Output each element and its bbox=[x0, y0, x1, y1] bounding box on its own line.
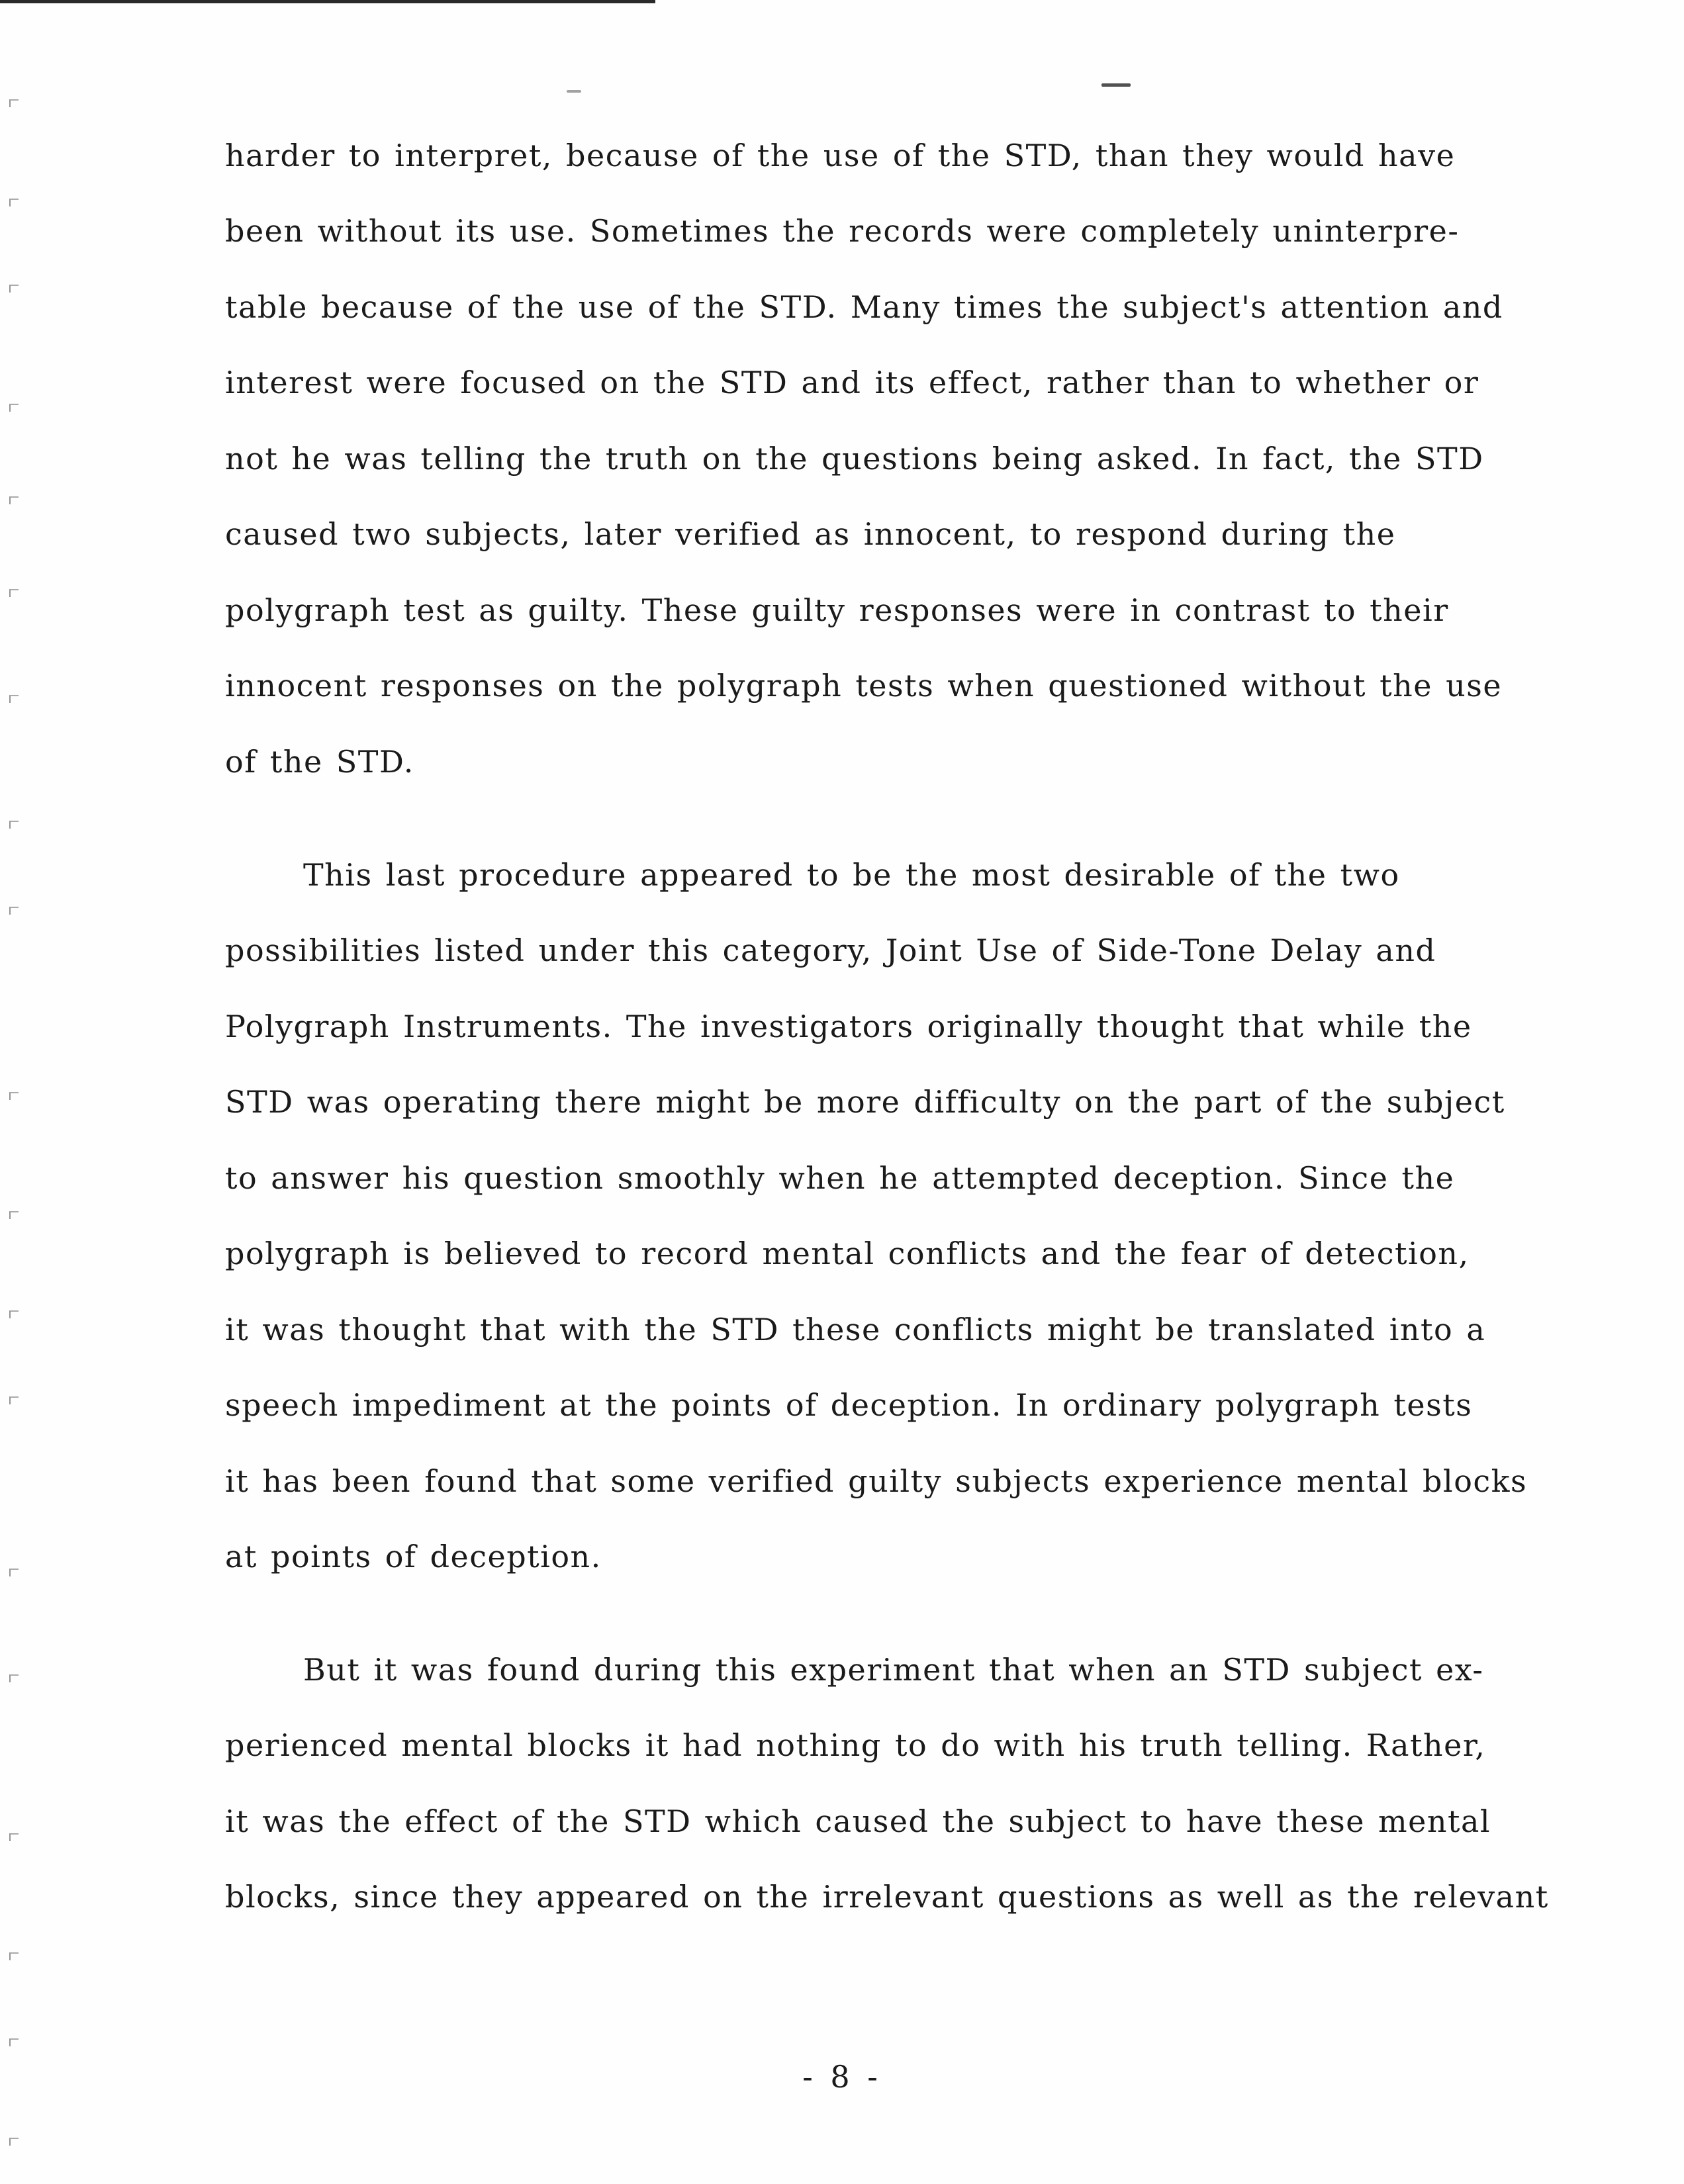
edge-mark bbox=[9, 1569, 19, 1576]
text-line: blocks, since they appeared on the irrelevant questions as well as the relevant bbox=[225, 1879, 1549, 1915]
text-line: polygraph test as guilty. These guilty responses were in contrast to their bbox=[225, 592, 1449, 628]
text-line: polygraph is believed to record mental conflicts and the fear of detection, bbox=[225, 1236, 1470, 1271]
text-line: of the STD. bbox=[225, 744, 414, 780]
edge-mark bbox=[9, 695, 19, 703]
edge-mark bbox=[9, 496, 19, 504]
edge-mark bbox=[9, 1211, 19, 1219]
edge-mark bbox=[9, 1092, 19, 1100]
edge-mark bbox=[9, 589, 19, 597]
edge-mark bbox=[9, 404, 19, 412]
top-scan-rule bbox=[0, 0, 655, 3]
text-line: to answer his question smoothly when he attempted deception. Since the bbox=[225, 1160, 1455, 1196]
text-line: STD was operating there might be more difficulty on the part of the subject bbox=[225, 1084, 1505, 1120]
text-line: been without its use. Sometimes the records were completely uninterpre- bbox=[225, 213, 1460, 249]
edge-mark bbox=[9, 1396, 19, 1404]
edge-mark bbox=[9, 907, 19, 915]
text-line: Polygraph Instruments. The investigators originally thought that while the bbox=[225, 1009, 1472, 1044]
text-line: possibilities listed under this category, Joint Use of Side-Tone Delay and bbox=[225, 933, 1436, 968]
text-line: at points of deception. bbox=[225, 1539, 602, 1574]
text-line: speech impediment at the points of deception. In ordinary polygraph tests bbox=[225, 1387, 1473, 1423]
text-line: it was the effect of the STD which caused the subject to have these mental bbox=[225, 1803, 1491, 1839]
edge-mark bbox=[9, 1310, 19, 1318]
edge-mark bbox=[9, 2138, 19, 2146]
text-line: innocent responses on the polygraph tests when questioned without the use bbox=[225, 668, 1503, 704]
text-line: it has been found that some verified guilty subjects experience mental blocks bbox=[225, 1463, 1528, 1499]
text-line: it was thought that with the STD these conflicts might be translated into a bbox=[225, 1312, 1486, 1347]
edge-mark bbox=[9, 2038, 19, 2046]
scan-mark bbox=[1101, 83, 1131, 87]
scan-mark bbox=[567, 90, 581, 93]
edge-mark bbox=[9, 1833, 19, 1841]
text-line: not he was telling the truth on the questions being asked. In fact, the STD bbox=[225, 441, 1484, 477]
text-line: But it was found during this experiment that when an STD subject ex- bbox=[303, 1652, 1484, 1688]
text-line: caused two subjects, later verified as innocent, to respond during the bbox=[225, 516, 1396, 552]
edge-mark bbox=[9, 1674, 19, 1682]
text-line: interest were focused on the STD and its effect, rather than to whether or bbox=[225, 365, 1479, 400]
edge-mark bbox=[9, 199, 19, 206]
text-line: harder to interpret, because of the use of the STD, than they would have bbox=[225, 138, 1456, 173]
edge-mark bbox=[9, 99, 19, 107]
page-number: - 8 - bbox=[802, 2059, 882, 2095]
edge-mark bbox=[9, 1952, 19, 1960]
text-line: perienced mental blocks it had nothing to do with his truth telling. Rather, bbox=[225, 1727, 1486, 1763]
text-line: This last procedure appeared to be the most desirable of the two bbox=[303, 857, 1400, 893]
edge-mark bbox=[9, 821, 19, 829]
edge-mark bbox=[9, 285, 19, 293]
left-edge-binding-marks bbox=[9, 86, 42, 2171]
text-line: table because of the use of the STD. Many times the subject's attention and bbox=[225, 289, 1503, 325]
